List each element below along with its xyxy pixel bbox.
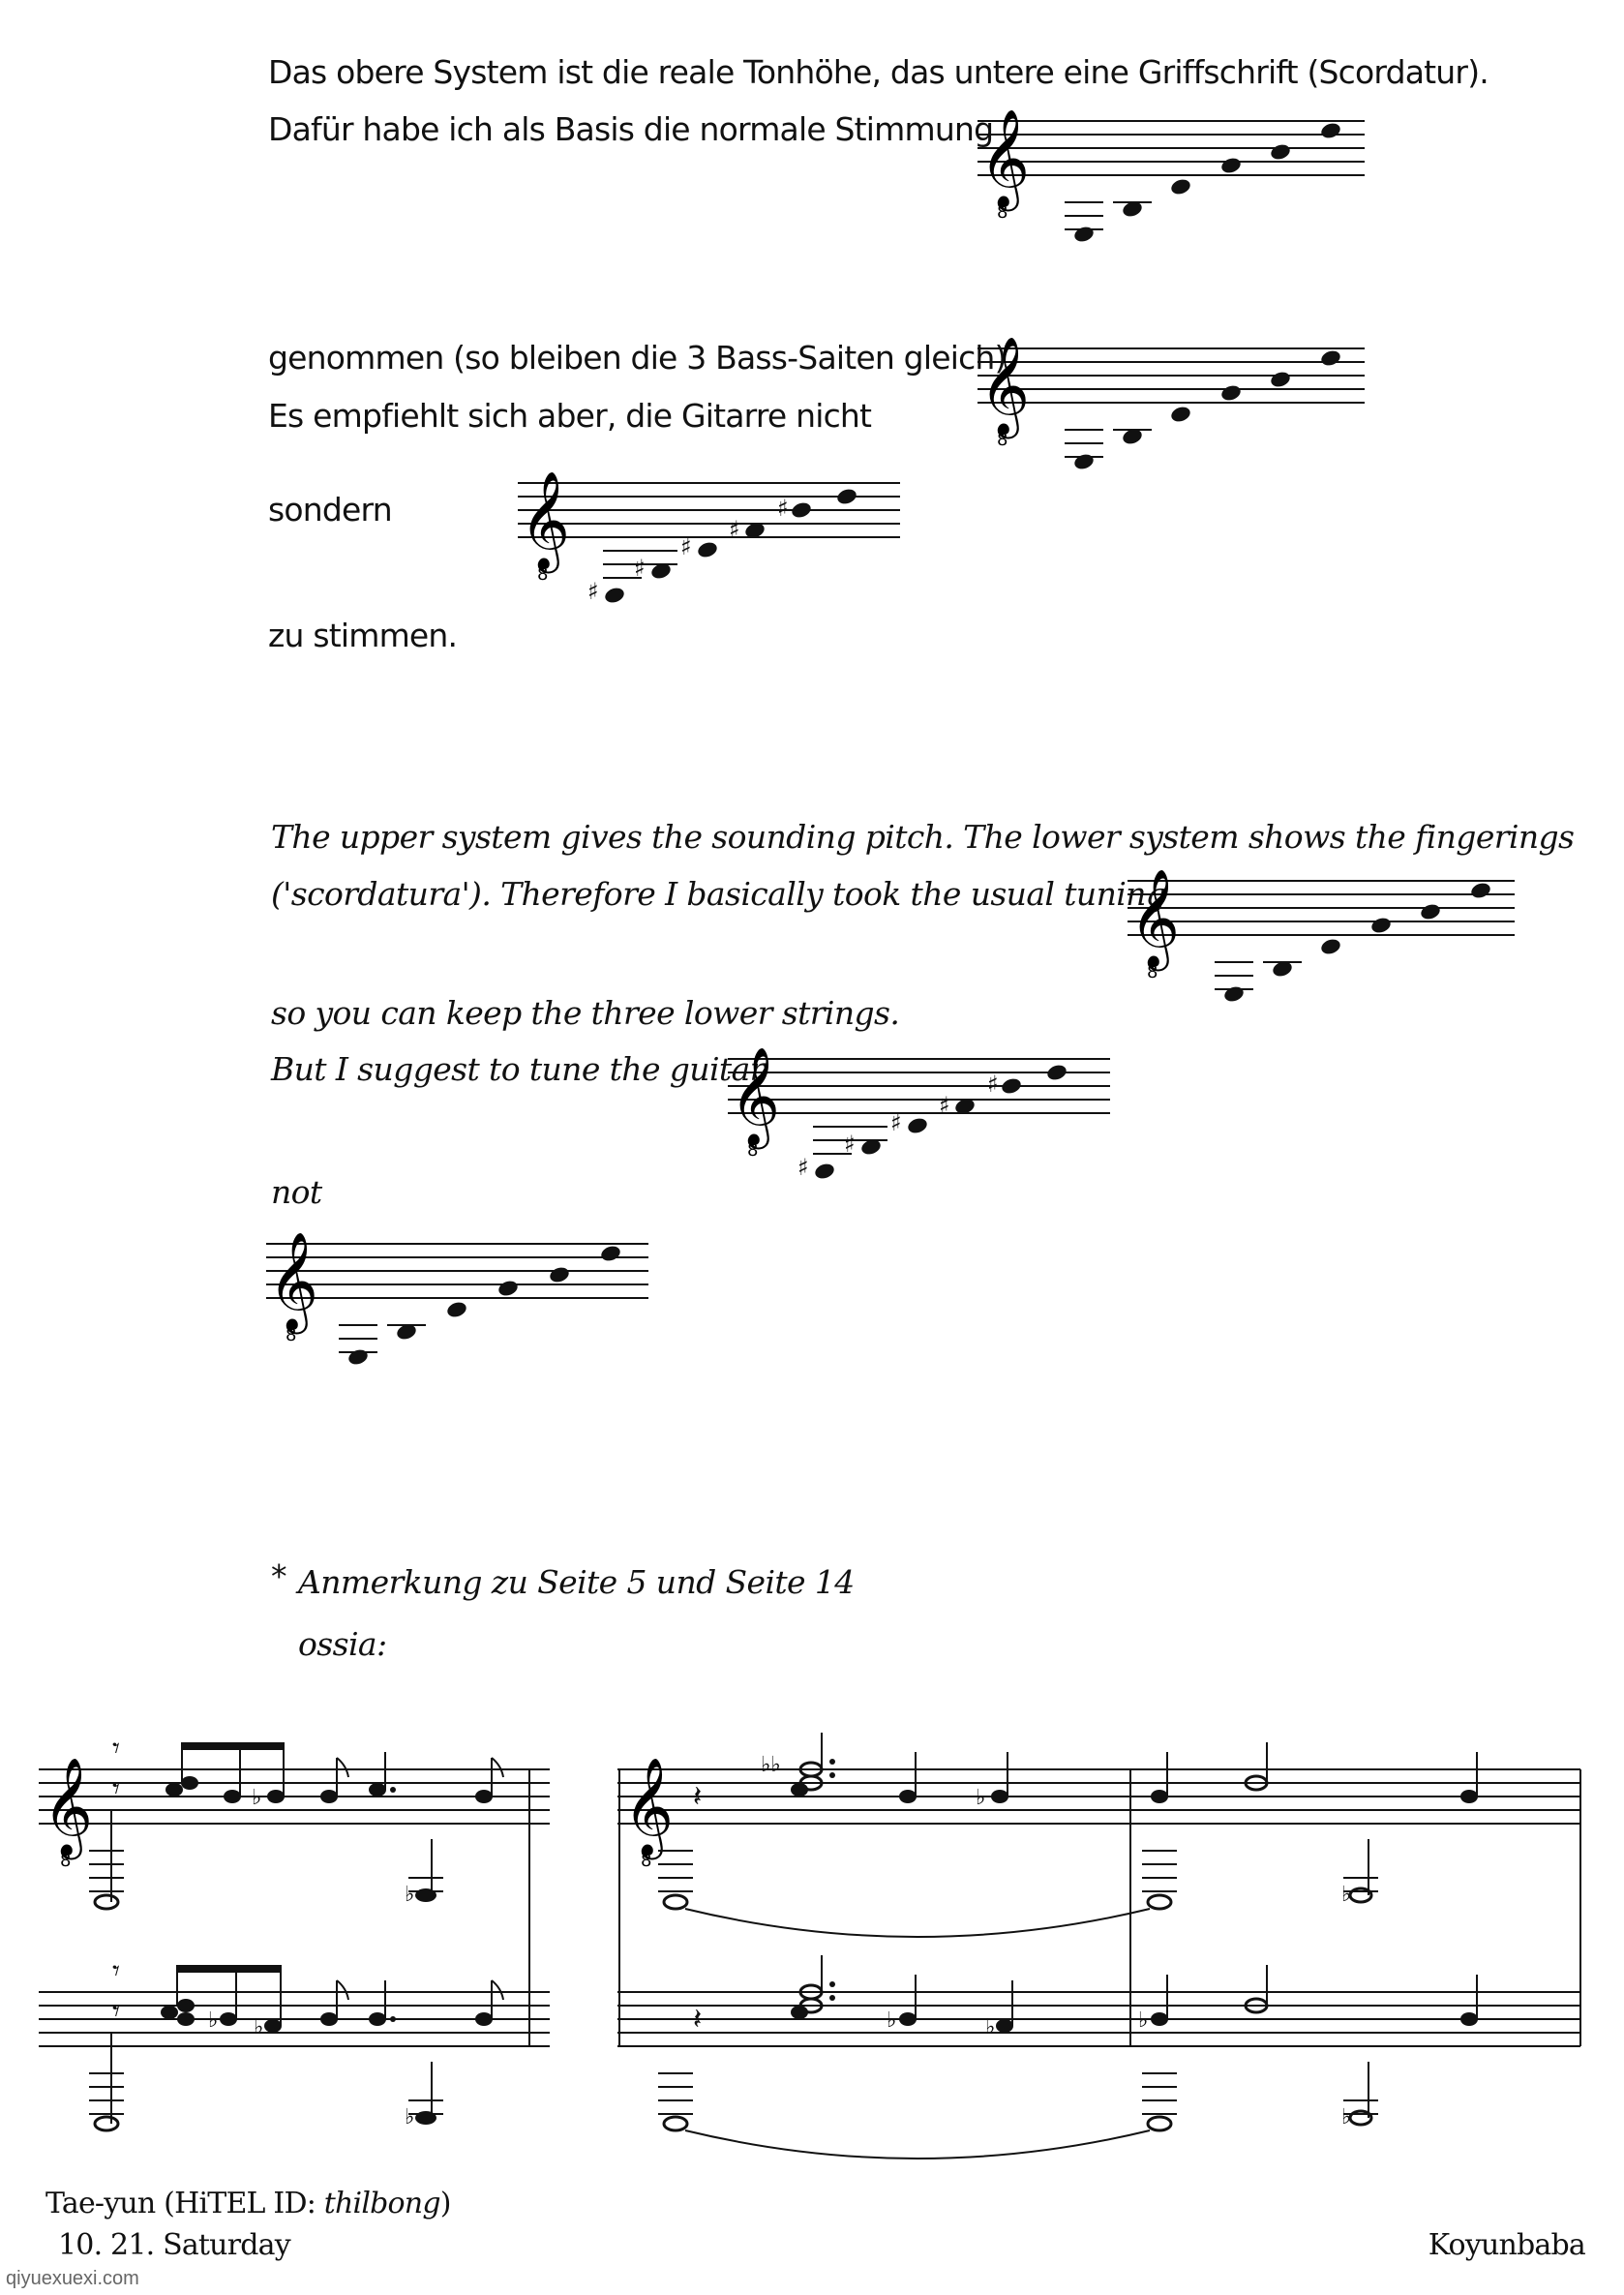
svg-text:8: 8 (997, 202, 1008, 223)
treble-clef-8vb-icon (730, 1045, 780, 1161)
treble-clef-8vb-icon (979, 107, 1030, 223)
german-line-5: sondern (268, 491, 392, 528)
english-line-3: so you can keep the three lower strings. (271, 994, 900, 1032)
german-line-1: Das obere System ist die reale Tonhöhe, das untere eine Griffschrift (Scordatur). (268, 53, 1489, 91)
svg-text:8: 8 (537, 564, 549, 585)
flat-icon: ♭ (405, 1883, 415, 1907)
german-line-3: genommen (so bleiben die 3 Bass-Saiten gleich). (268, 339, 1016, 377)
treble-clef-8vb-icon (1129, 867, 1180, 982)
svg-text:8: 8 (747, 1140, 759, 1161)
footer-author (45, 2189, 451, 2219)
footer-date: 10. 21. Saturday (58, 2228, 290, 2262)
german-line-2: Dafür habe ich als Basis die normale Stimmung (268, 110, 994, 148)
svg-text:𝄞: 𝄞 (520, 469, 571, 569)
svg-text:𝄞: 𝄞 (623, 1756, 675, 1856)
quarter-rest-icon: 𝄽 (693, 2003, 703, 2037)
eighth-rest-icon: 𝄾 (112, 1954, 120, 1988)
footer-author-id: thilbong (323, 2187, 440, 2220)
sharp-icon: ♯ (680, 533, 692, 560)
staff-scordatura-tuning-1 (518, 440, 924, 624)
staff-standard-tuning-1 (977, 92, 1384, 266)
english-line-4: But I suggest to tune the guitar (271, 1050, 765, 1088)
english-line-5: not (271, 1173, 322, 1211)
eighth-rest-icon: 𝄾 (112, 1732, 120, 1766)
svg-text:𝄞: 𝄞 (1129, 867, 1181, 967)
sharp-icon: ♯ (729, 516, 740, 543)
treble-clef-8vb-icon (268, 1230, 318, 1345)
svg-text:𝄞: 𝄞 (979, 335, 1031, 435)
staff-standard-tuning-3 (1128, 852, 1534, 1026)
english-line-1: The upper system gives the sounding pitch. The lower system shows the fingerings (271, 818, 1575, 856)
ossia-label: ossia: (298, 1625, 387, 1663)
footer-piece-name: Koyunbaba (1428, 2228, 1585, 2262)
sharp-icon: ♯ (797, 1154, 809, 1181)
sharp-icon: ♯ (939, 1092, 950, 1119)
flat-icon: ♭ (985, 2015, 996, 2039)
svg-text:𝄞: 𝄞 (730, 1045, 781, 1145)
svg-text:8: 8 (286, 1325, 297, 1345)
flat-icon: ♭ (208, 2008, 219, 2033)
note-asterisk: * (271, 1557, 286, 1595)
sharp-icon: ♯ (587, 578, 599, 605)
german-line-4: Es empfiehlt sich aber, die Gitarre nicht (268, 397, 872, 435)
svg-text:8: 8 (1147, 962, 1158, 982)
ossia-excerpt-left (39, 1713, 561, 2168)
treble-clef-8vb-icon (623, 1756, 674, 1871)
english-line-2: ('scordatura'). Therefore I basically took the usual tuning (271, 875, 1166, 913)
staff-scordatura-tuning-2 (728, 1016, 1134, 1200)
flat-icon: ♭ (405, 2105, 415, 2129)
sharp-icon: ♯ (890, 1109, 902, 1136)
flat-icon: ♭ (254, 2015, 264, 2039)
sharp-icon: ♯ (777, 495, 789, 522)
watermark-text: qiyuexuexi.com (6, 2268, 139, 2289)
svg-text:8: 8 (641, 1851, 652, 1871)
quarter-rest-icon: 𝄽 (693, 1780, 703, 1814)
sharp-icon: ♯ (634, 555, 646, 582)
svg-text:8: 8 (997, 430, 1008, 450)
staff-standard-tuning-4 (266, 1215, 673, 1389)
flat-icon: ♭ (1341, 1883, 1352, 1907)
treble-clef-8vb-icon (43, 1756, 93, 1871)
svg-text:𝄞: 𝄞 (268, 1230, 319, 1330)
ossia-excerpt-right (617, 1713, 1585, 2168)
sharp-icon: ♯ (844, 1131, 856, 1158)
eighth-rest-icon: 𝄾 (112, 1995, 120, 2029)
german-line-6: zu stimmen. (268, 617, 458, 654)
treble-clef-8vb-icon (979, 335, 1030, 450)
flat-icon: ♭ (976, 1786, 986, 1810)
staff-standard-tuning-2 (977, 319, 1384, 494)
svg-text:𝄞: 𝄞 (979, 107, 1031, 207)
flat-icon: ♭ (887, 2008, 897, 2033)
flat-icon: ♭♭ (761, 1753, 781, 1777)
flat-icon: ♭ (1341, 2105, 1352, 2129)
note-title: Anmerkung zu Seite 5 und Seite 14 (298, 1563, 855, 1601)
treble-clef-8vb-icon (520, 469, 570, 585)
flat-icon: ♭ (1138, 2008, 1149, 2033)
footer-author-suffix: ) (439, 2187, 451, 2220)
eighth-rest-icon: 𝄾 (112, 1772, 120, 1806)
svg-text:8: 8 (60, 1851, 72, 1871)
flat-icon: ♭ (252, 1786, 262, 1810)
svg-text:𝄞: 𝄞 (43, 1756, 94, 1856)
footer-author-prefix: Tae-yun (HiTEL ID: (45, 2187, 324, 2220)
sharp-icon: ♯ (987, 1071, 999, 1098)
